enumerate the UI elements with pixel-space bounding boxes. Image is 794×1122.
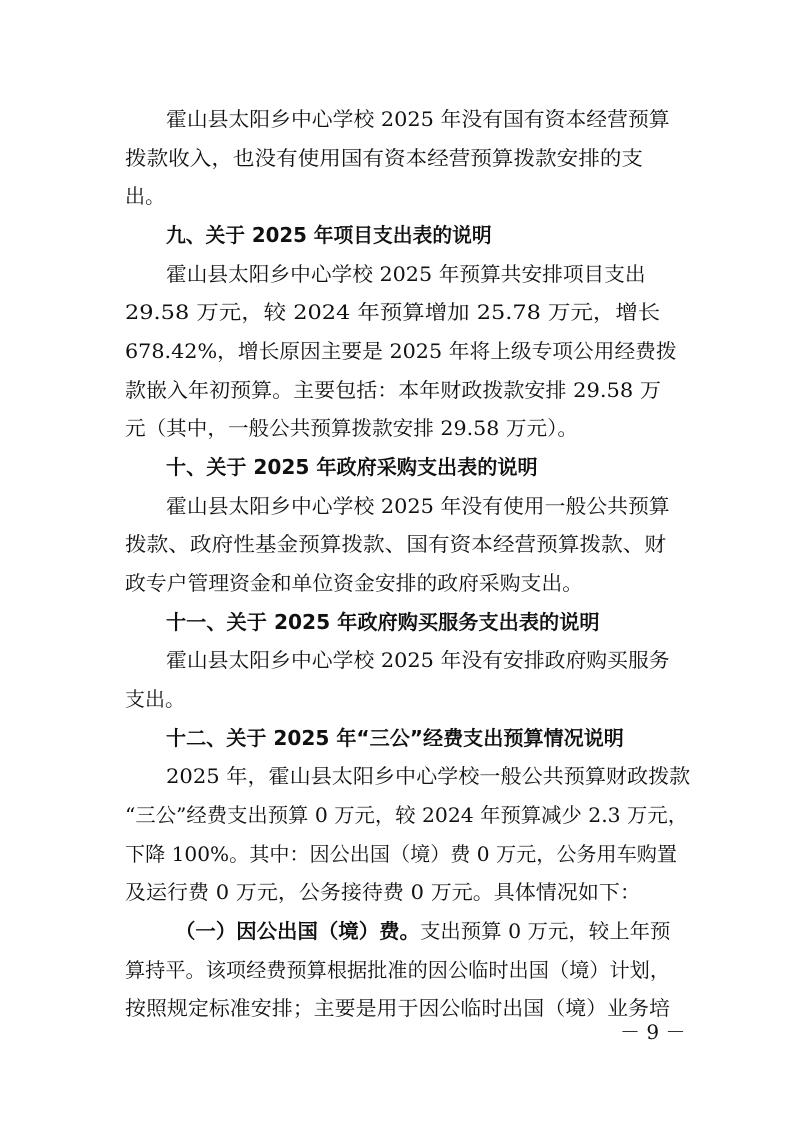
text-line: 款嵌入年初预算。主要包括：本年财政拨款安排 29.58 万 <box>125 378 661 402</box>
paragraph-1-line-1 <box>0 103 794 139</box>
section-10-line-3 <box>0 567 794 603</box>
section-12-line-4 <box>0 876 794 912</box>
text-line: 及运行费 0 万元，公务接待费 0 万元。具体情况如下： <box>125 880 641 904</box>
section-12-line-1 <box>0 760 794 796</box>
section-11-heading <box>0 606 794 642</box>
text-line: “三公”经费支出预算 0 万元，较 2024 年预算减少 2.3 万元， <box>125 803 689 827</box>
text-line: 霍山县太阳乡中心学校 2025 年预算共安排项目支出 <box>166 262 646 286</box>
text-line: 出。 <box>125 184 165 208</box>
subsection-label: （一）因公出国（境）费。 <box>175 919 420 943</box>
section-10-line-1 <box>0 490 794 526</box>
section-9-line-5 <box>0 412 794 448</box>
text-line: 678.42%，增长原因主要是 2025 年将上级专项公用经费拨 <box>125 339 677 363</box>
text-line: 霍山县太阳乡中心学校 2025 年没有使用一般公共预算 <box>166 494 670 518</box>
section-11-line-2 <box>0 683 794 719</box>
text-line: 29.58 万元，较 2024 年预算增加 25.78 万元，增长 <box>125 300 661 324</box>
section-10-line-2 <box>0 528 794 564</box>
text-line: 拨款、政府性基金预算拨款、国有资本经营预算拨款、财 <box>125 532 666 556</box>
section-9-line-2 <box>0 296 794 332</box>
text-line: 算持平。该项经费预算根据批准的因公临时出国（境）计划， <box>125 958 670 982</box>
text-line: 拨款收入，也没有使用国有资本经营预算拨款安排的支 <box>125 146 643 170</box>
text-line: 政专户管理资金和单位资金安排的政府采购支出。 <box>125 571 583 595</box>
heading-text: 九、关于 2025 年项目支出表的说明 <box>166 223 492 247</box>
section-11-line-1 <box>0 644 794 680</box>
section-12-heading <box>0 722 794 758</box>
text-line: 霍山县太阳乡中心学校 2025 年没有国有资本经营预算 <box>166 107 670 131</box>
page-number: － 9 － <box>620 1020 686 1044</box>
heading-text: 十、关于 2025 年政府采购支出表的说明 <box>166 455 538 479</box>
subsection-text: 支出预算 0 万元，较上年预 <box>419 919 671 943</box>
heading-text: 十二、关于 2025 年“三公”经费支出预算情况说明 <box>166 726 624 750</box>
text-line: 下降 100%。其中：因公出国（境）费 0 万元，公务用车购置 <box>125 842 677 866</box>
text-line: 霍山县太阳乡中心学校 2025 年没有安排政府购买服务 <box>166 648 670 672</box>
subsection-1-line-2 <box>0 954 794 990</box>
section-12-line-2 <box>0 799 794 835</box>
section-9-line-1 <box>0 258 794 294</box>
text-line: 按照规定标准安排；主要是用于因公临时出国（境）业务培 <box>125 996 670 1020</box>
section-9-heading <box>0 219 794 255</box>
text-line: 元（其中，一般公共预算拨款安排 29.58 万元）。 <box>125 416 578 440</box>
heading-text: 十一、关于 2025 年政府购买服务支出表的说明 <box>166 610 600 634</box>
subsection-1-first-line <box>175 915 670 944</box>
section-9-line-4 <box>0 374 794 410</box>
section-10-heading <box>0 451 794 487</box>
section-12-line-3 <box>0 838 794 874</box>
paragraph-1-line-2 <box>0 142 794 178</box>
text-line: 2025 年，霍山县太阳乡中心学校一般公共预算财政拨款 <box>166 764 691 788</box>
paragraph-1-line-3 <box>0 180 794 216</box>
subsection-1-line-1 <box>0 915 794 951</box>
text-line: 支出。 <box>125 687 185 711</box>
section-9-line-3 <box>0 335 794 371</box>
